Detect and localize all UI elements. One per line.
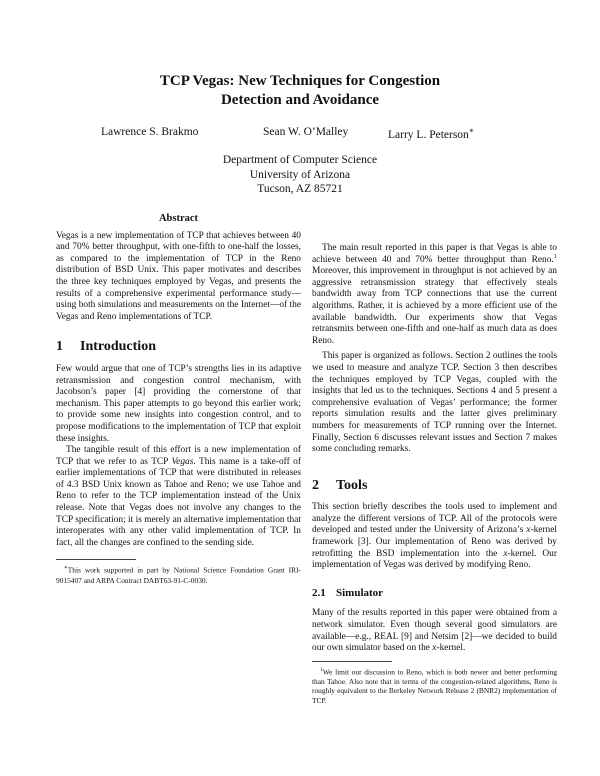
right-column	[312, 243, 557, 706]
affiliation-city: Tucson, AZ 85721	[257, 183, 343, 195]
subsection-heading-simulator	[312, 588, 557, 600]
author-3-footnote-mark: ∗	[468, 126, 475, 135]
footnote-rule	[312, 661, 392, 662]
footnote-reno: $^1$We limit our discussion to Reno, which is both newer and better performing than Tahoe. Also note that in terms of the congestion-related algorithms, Reno is roughly equivalent to the Berkeley Network Release 2 (BNR2) implementation of TCP.	[312, 666, 557, 706]
author-1: Lawrence S. Brakmo	[101, 126, 199, 138]
section-number: 2	[312, 477, 319, 493]
author-2: Sean W. O’Malley	[263, 126, 349, 138]
abstract-text: Vegas is a new implementation of TCP that achieves between 40 and 70% better throughput, with one-fifth to one-half the losses, as compared to the implementation of TCP in the Reno distribution of BSD Unix. This paper motivates and describes the three key techniques employed by Vegas, and presents the results of a comprehensive experimental performance study—using both simulations and measurements on the Internet—of the Vegas and Reno implementations of TCP.	[56, 230, 301, 322]
paper-title	[60, 72, 540, 110]
affiliation	[100, 153, 500, 197]
section-title: Introduction	[80, 339, 156, 355]
section-number: 1	[56, 339, 63, 355]
abstract-heading: Abstract	[158, 213, 199, 224]
vegas-emphasis: Vegas	[171, 456, 194, 467]
section-title: Tools	[336, 477, 368, 493]
left-column	[56, 213, 301, 585]
affiliation-university: University of Arizona	[249, 168, 351, 181]
title-line-1: TCP Vegas: New Techniques for Congestion	[159, 73, 441, 89]
intro-paragraph-1: Few would argue that one of TCP’s strengths lies in its adaptive retransmission and congestion control mechanism, with Jacobson’s paper [4] providing the cornerstone of that mechanism. This paper attempts to go beyond this earlier work; to provide some new insights into congestion control, and to propose modifications to the implementation of TCP that exploit these insights.	[56, 363, 301, 444]
intro-paragraph-2: The tangible result of this effort is a new implementation of TCP that we refer to as TCP Vegas. This name is a take-off of earlier implementations of TCP that were distributed in releases of 4.3 BSD Unix known as Tahoe and Reno; we use Tahoe and Reno to refer to the TCP implementation instead of the Unix release. Note that Vegas does not involve any changes to the TCP specification; it is merely an alternative implementation that interoperates with any other valid implementation of TCP. In fact, all the changes are confined to the sending side.	[56, 445, 301, 548]
section-heading-introduction	[56, 341, 301, 353]
simulator-paragraph: Many of the results reported in this paper were obtained from a network simulator. Even though several good simulators are available—e.g., REAL [9] and Netsim [2]—we decided to build our own simulator based on the x-kernel.	[312, 608, 557, 654]
organization-paragraph: This paper is organized as follows. Section 2 outlines the tools we used to measure and analyze TCP. Section 3 then describes the techniques employed by TCP Vegas, coupled with the insights that led us to the techniques. Sections 4 and 5 present a comprehensive evaluation of Vegas’ performance; the former reports simulation results and the latter gives preliminary numbers for measurements of TCP running over the Internet. Finally, Section 6 discusses relevant issues and Section 7 makes some concluding remarks.	[312, 351, 557, 455]
footnote-ref-1: 1	[553, 252, 557, 260]
footnote-funding: ∗This work supported in part by National Science Foundation Grant IRI-9015407 and ARPA Contract DABT63-91-C-0030.	[56, 565, 301, 585]
affiliation-dept: Department of Computer Science	[222, 154, 378, 166]
subsection-title: Simulator	[336, 586, 384, 599]
tools-paragraph: This section briefly describes the tools used to implement and analyze the different versions of TCP. All of the protocols were developed and tested under the University of Arizona’s x-kernel framework [3]. Our implementation of Reno was derived by retrofitting the BSD implementation into the x-kernel. Our implementation of Vegas was derived by modifying Reno.	[312, 502, 557, 571]
subsection-number: 2.1	[312, 586, 326, 599]
results-paragraph: The main result reported in this paper is that Vegas is able to achieve between 40 and 70% better throughput than Reno.$^1$ Moreover, this improvement in throughput is not achieved by an aggressive retransmission strategy that effectively steals bandwidth away from TCP connections that use the current algorithms. Rather, it is achieved by a more efficient use of the available bandwidth. Our experiments show that Vegas retransmits between one-fifth and one-half as much data as does Reno.	[312, 243, 557, 346]
footnote-rule	[56, 559, 136, 560]
section-heading-tools	[312, 477, 557, 493]
author-3: Larry L. Peterson∗	[388, 126, 475, 141]
title-line-2: Detection and Avoidance	[220, 92, 380, 108]
